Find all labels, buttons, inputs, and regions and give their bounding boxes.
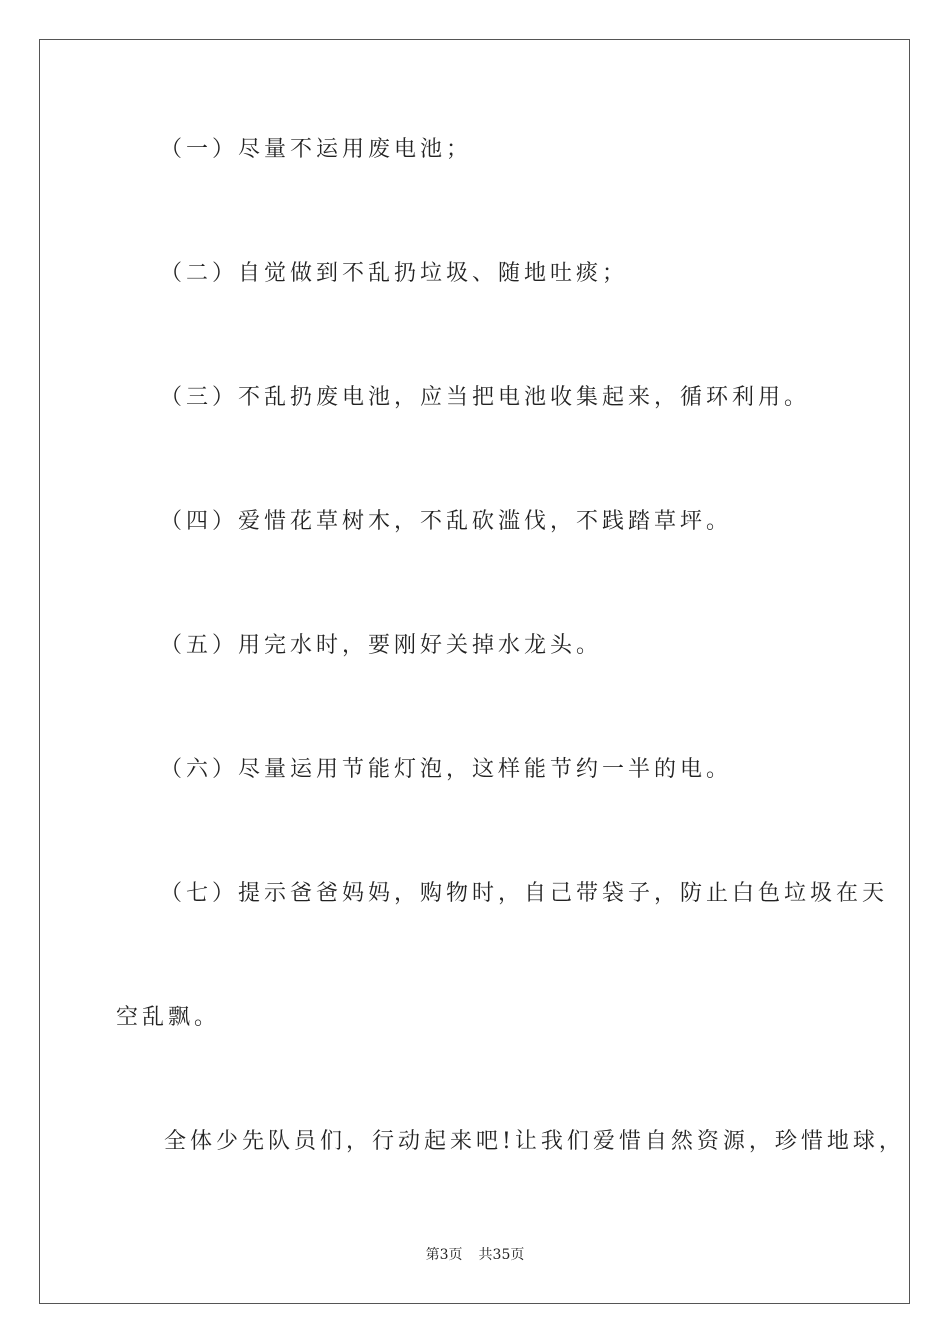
page-border (39, 39, 910, 1304)
paragraph-item-7: （七）提示爸爸妈妈，购物时，自己带袋子，防止白色垃圾在天 (160, 881, 889, 906)
page-total: 共35页 (478, 1247, 525, 1263)
paragraph-item-2: （二）自觉做到不乱扔垃圾、随地吐痰； (160, 261, 629, 286)
paragraph-item-4: （四）爱惜花草树木，不乱砍滥伐，不践踏草坪。 (160, 509, 733, 534)
paragraph-item-1: （一）尽量不运用废电池； (160, 137, 473, 162)
page-footer (0, 1245, 950, 1265)
page-number: 第3页 (425, 1247, 463, 1263)
paragraph-item-7-continuation: 空乱飘。 (116, 1005, 221, 1030)
paragraph-item-5: （五）用完水时，要刚好关掉水龙头。 (160, 633, 603, 658)
paragraph-item-3: （三）不乱扔废电池，应当把电池收集起来，循环利用。 (160, 385, 811, 410)
paragraph-item-6: （六）尽量运用节能灯泡，这样能节约一半的电。 (160, 757, 733, 782)
closing-paragraph: 全体少先队员们，行动起来吧!让我们爱惜自然资源，珍惜地球， (164, 1129, 905, 1154)
